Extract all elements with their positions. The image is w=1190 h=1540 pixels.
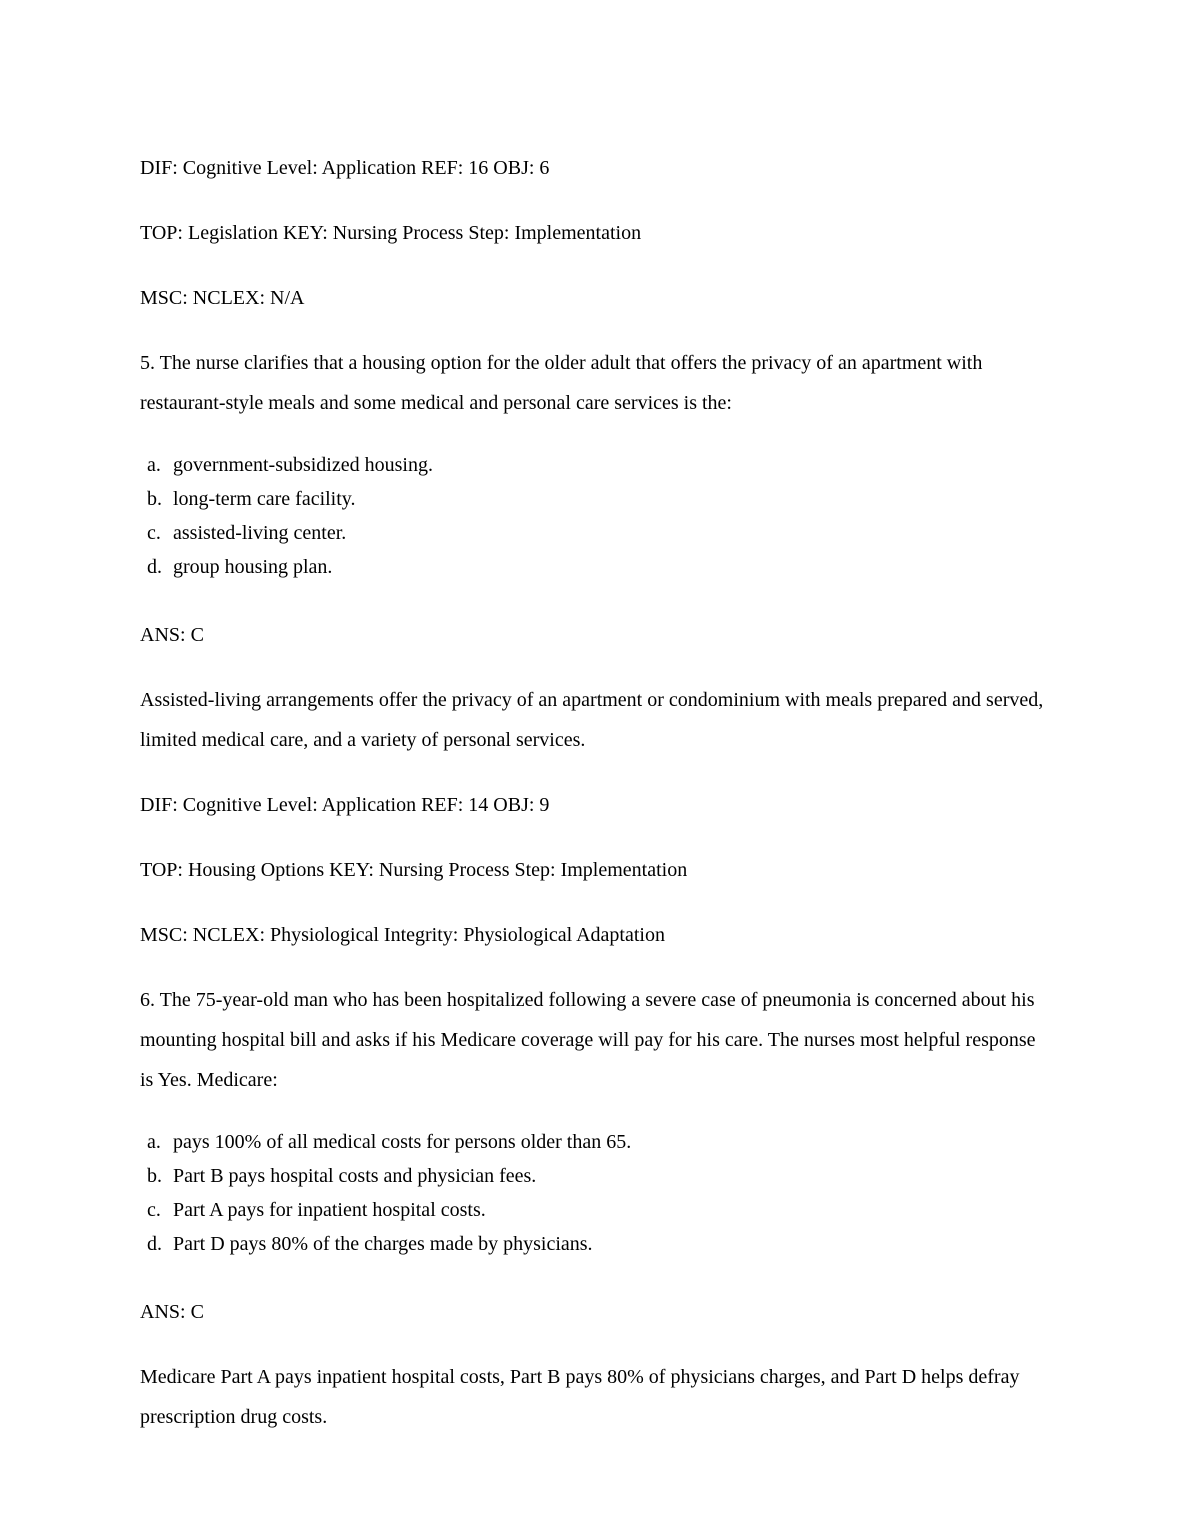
option-d [140, 1227, 1050, 1261]
rationale-text: Assisted-living arrangements offer the privacy of an apartment or condominium with meals prepared and served, limited medical care, and a variety of personal services. [140, 689, 1044, 751]
option-text: Part B pays hospital costs and physician fees. [173, 1165, 537, 1187]
meta-line-msc: MSC: NCLEX: N/A [140, 287, 305, 309]
option-text: assisted-living center. [173, 522, 347, 544]
question-5-options [140, 448, 1050, 584]
option-d [140, 550, 1050, 584]
meta-line-top: TOP: Housing Options KEY: Nursing Process Step: Implementation [140, 859, 688, 881]
option-text: pays 100% of all medical costs for persons older than 65. [173, 1131, 632, 1153]
question-6-options [140, 1125, 1050, 1261]
option-letter: c. [147, 1199, 161, 1221]
option-c [140, 1193, 1050, 1227]
option-b [140, 482, 1050, 516]
meta-line-dif: DIF: Cognitive Level: Application REF: 14 OBJ: 9 [140, 794, 550, 816]
option-c [140, 516, 1050, 550]
option-letter: b. [147, 1165, 162, 1187]
question-6-text: 6. The 75-year-old man who has been hospitalized following a severe case of pneumonia is concerned about his mounting hospital bill and asks if his Medicare coverage will pay for his care. The nurses most helpful response is Yes. Medicare: [140, 989, 1036, 1091]
option-text: long-term care facility. [173, 488, 356, 510]
answer-line: ANS: C [140, 1301, 204, 1323]
option-b [140, 1159, 1050, 1193]
option-a [140, 1125, 1050, 1159]
answer-line: ANS: C [140, 624, 204, 646]
option-text: Part D pays 80% of the charges made by physicians. [173, 1233, 593, 1255]
option-text: government-subsidized housing. [173, 454, 433, 476]
option-letter: d. [147, 556, 162, 578]
option-text: group housing plan. [173, 556, 333, 578]
rationale-text: Medicare Part A pays inpatient hospital costs, Part B pays 80% of physicians charges, and Part D helps defray prescription drug costs. [140, 1366, 1020, 1428]
question-5-text: 5. The nurse clarifies that a housing option for the older adult that offers the privacy of an apartment with restaurant-style meals and some medical and personal care services is the: [140, 352, 983, 414]
option-letter: a. [147, 454, 161, 476]
meta-line-top: TOP: Legislation KEY: Nursing Process Step: Implementation [140, 222, 642, 244]
option-letter: a. [147, 1131, 161, 1153]
option-letter: c. [147, 522, 161, 544]
meta-line-dif: DIF: Cognitive Level: Application REF: 16 OBJ: 6 [140, 157, 550, 179]
option-a [140, 448, 1050, 482]
option-text: Part A pays for inpatient hospital costs. [173, 1199, 486, 1221]
option-letter: b. [147, 488, 162, 510]
meta-line-msc: MSC: NCLEX: Physiological Integrity: Physiological Adaptation [140, 924, 665, 946]
option-letter: d. [147, 1233, 162, 1255]
